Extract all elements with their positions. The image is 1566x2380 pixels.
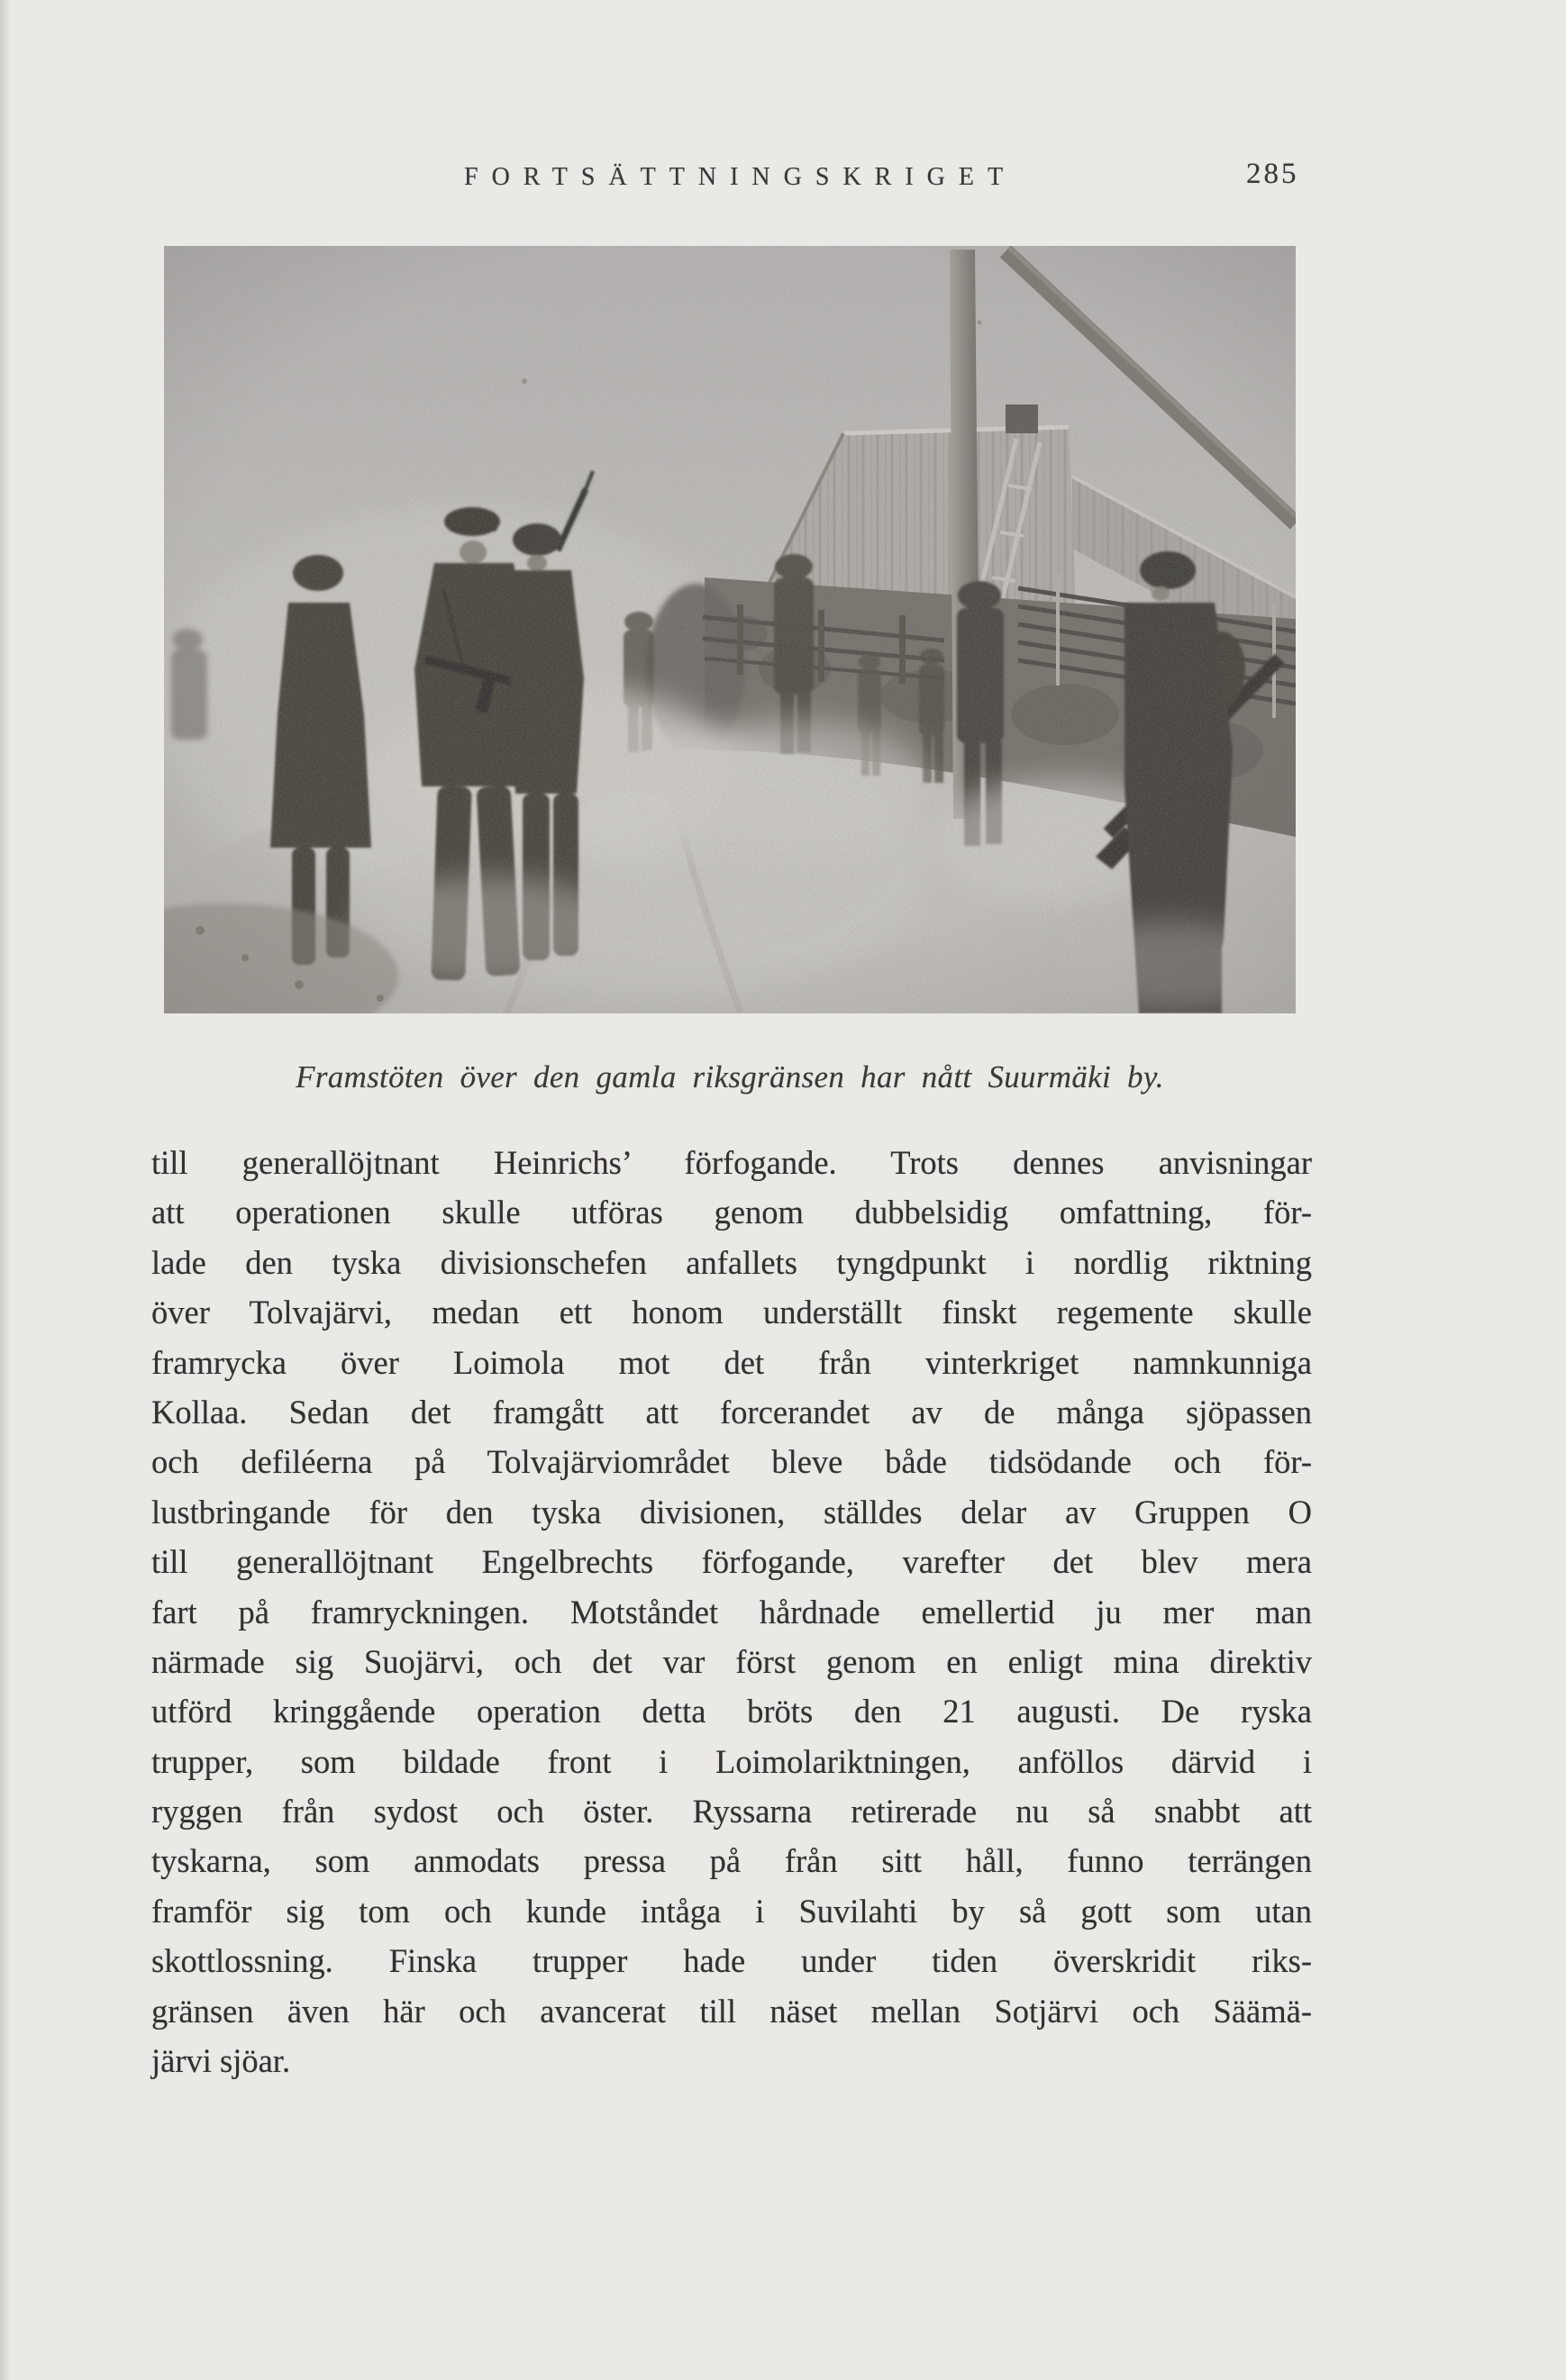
body-line: Kollaa. Sedan det framgått att forcerandet av de många sjöpassen [151,1393,1312,1431]
scan-edge-shadow [0,0,11,2380]
body-line: tyskarna, som anmodats pressa på från sitt håll, funno terrängen [151,1842,1312,1880]
photo-figure [164,246,1296,1013]
body-line: järvi sjöar. [151,2042,291,2080]
running-head [0,0,1566,216]
body-line: gränsen även här och avancerat till näset mellan Sotjärvi och Säämä- [151,1992,1312,2030]
body-line: till generallöjtnant Engelbrechts förfogande, varefter det blev mera [151,1543,1312,1581]
page-number: 285 [1246,158,1299,190]
chapter-title: FORTSÄTTNINGSKRIGET [464,163,1017,191]
body-line: lade den tyska divisionschefen anfallets tyngdpunkt i nordlig riktning [151,1243,1312,1281]
body-line: framför sig tom och kunde intåga i Suvilahti by så gott som utan [151,1892,1312,1930]
body-line: framrycka över Loimola mot det från vinterkriget namnkunniga [151,1343,1312,1381]
body-line: lustbringande för den tyska divisionen, ställdes delar av Gruppen O [151,1493,1312,1531]
body-line: och defiléerna på Tolvajärviområdet bleve både tidsödande och för- [151,1443,1312,1481]
photo-image [164,246,1296,1013]
body-line: att operationen skulle utföras genom dubbelsidig omfattning, för- [151,1194,1312,1231]
body-line: utförd kringgående operation detta bröts den 21 augusti. De ryska [151,1693,1312,1730]
body-line: trupper, som bildade front i Loimolariktningen, anföllos därvid i [151,1742,1312,1780]
photo-vignette [164,246,1296,1013]
body-line: till generallöjtnant Heinrichs’ förfogande. Trots dennes anvisningar [151,1144,1312,1181]
body-text [151,1138,1312,2085]
body-line: fart på framryckningen. Motståndet hårdnade emellertid ju mer man [151,1593,1312,1631]
body-line: ryggen från sydost och öster. Ryssarna retirerade nu så snabbt att [151,1793,1312,1830]
photo-caption: Framstöten över den gamla riksgränsen har nått Suurmäki by. [296,1059,1164,1095]
body-line: närmade sig Suojärvi, och det var först genom en enligt mina direktiv [151,1642,1312,1680]
body-line: över Tolvajärvi, medan ett honom underställt finskt regemente skulle [151,1294,1312,1331]
body-line: skottlossning. Finska trupper hade under tiden överskridit riks- [151,1942,1312,1980]
